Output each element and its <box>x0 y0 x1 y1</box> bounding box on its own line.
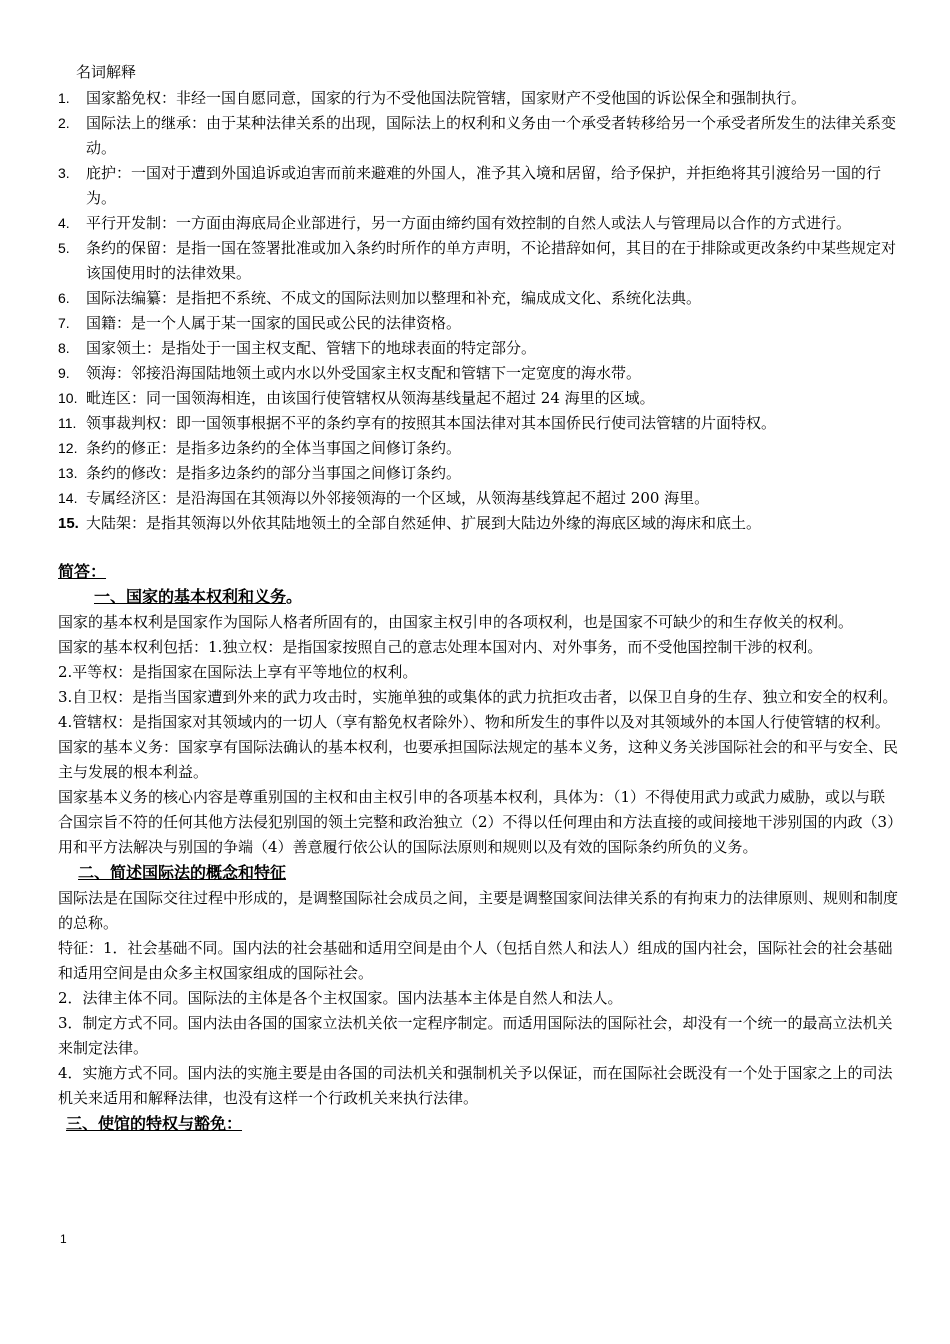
term-item <box>58 286 898 311</box>
term-text: 国籍：是一个人属于某一国家的国民或公民的法律资格。 <box>86 314 462 332</box>
term-number: 8. <box>58 340 70 356</box>
paragraph: 2．法律主体不同。国际法的主体是各个主权国家。国内法基本主体是自然人和法人。 <box>58 989 623 1007</box>
term-number: 14. <box>58 490 78 506</box>
section-heading-text: 二、简述国际法的概念和特征 <box>78 863 287 882</box>
term-number: 3. <box>58 165 70 181</box>
paragraph: 4．实施方式不同。国内法的实施主要是由各国的司法机关和强制机关予以保证，而在国际社会既没有一个处于国家之上的司法机关来适用和解释法律，也没有这样一个行政机关来执行法律。 <box>58 1064 893 1107</box>
paragraph: 3．制定方式不同。国内法由各国的国家立法机关依一定程序制定。而适用国际法的国际社会，却没有一个统一的最高立法机关来制定法律。 <box>58 1014 893 1057</box>
term-item <box>58 111 898 161</box>
term-text: 条约的修改：是指多边条约的部分当事国之间修订条约。 <box>86 464 462 482</box>
paragraph: 国家的基本义务：国家享有国际法确认的基本权利，也要承担国际法规定的基本义务，这种义务关涉国际社会的和平与安全、民主与发展的根本利益。 <box>58 738 899 781</box>
paragraph: 国际法是在国际交往过程中形成的，是调整国际社会成员之间，主要是调整国家间法律关系的有拘束力的法律原则、规则和制度的总称。 <box>58 889 899 932</box>
section-heading-2 <box>58 860 898 886</box>
paragraph: 2.平等权：是指国家在国际法上享有平等地位的权利。 <box>58 663 418 681</box>
term-number: 2. <box>58 115 70 131</box>
term-item <box>58 236 898 286</box>
term-number: 6. <box>58 290 70 306</box>
term-text: 国家领土：是指处于一国主权支配、管辖下的地球表面的特定部分。 <box>86 339 537 357</box>
section-title: 名词解释 <box>76 63 137 81</box>
short-answer-section <box>58 560 898 1137</box>
paragraph: 特征：1．社会基础不同。国内法的社会基础和适用空间是由个人（包括自然人和法人）组成的国内社会，国际社会的社会基础和适用空间是由众多主权国家组成的国际社会。 <box>58 939 893 982</box>
term-number: 11. <box>58 415 77 431</box>
section-heading-suffix: 。 <box>286 587 303 606</box>
term-number: 5. <box>58 240 70 256</box>
term-item <box>58 486 898 511</box>
page-number: 1 <box>60 1232 67 1246</box>
paragraph: 国家基本义务的核心内容是尊重别国的主权和由主权引申的各项基本权利，具体为：（1）不得使用武力或武力威胁，或以与联合国宗旨不符的任何其他方法侵犯别国的领土完整和政治独立（2）不得以任何理由和方法直接的或间接地干涉别国的内政（3）用和平方法解决与别国的争端（4）善意履行依公认的国际法原则和规则以及有效的国际条约所负的义务。 <box>58 788 895 856</box>
term-item <box>58 511 898 536</box>
section-heading-text: 三、使馆的特权与豁免： <box>66 1114 243 1133</box>
term-number: 7. <box>58 315 70 331</box>
term-number: 9. <box>58 365 70 381</box>
term-text: 平行开发制：一方面由海底局企业部进行，另一方面由缔约国有效控制的自然人或法人与管理局以合作的方式进行。 <box>86 214 852 232</box>
term-item <box>58 411 898 436</box>
term-item <box>58 461 898 486</box>
term-number: 10. <box>58 390 78 406</box>
term-item <box>58 211 898 236</box>
term-text: 领事裁判权：即一国领事根据不平的条约享有的按照其本国法律对其本国侨民行使司法管辖的片面特权。 <box>86 414 777 432</box>
term-number: 15. <box>58 515 79 532</box>
paragraph: 3.自卫权：是指当国家遭到外来的武力攻击时，实施单独的或集体的武力抗拒攻击者，以保卫自身的生存、独立和安全的权利。 <box>58 688 898 706</box>
term-number: 13. <box>58 465 78 481</box>
term-item <box>58 161 898 211</box>
term-item <box>58 336 898 361</box>
term-text: 条约的修正：是指多边条约的全体当事国之间修订条约。 <box>86 439 462 457</box>
section-heading-1 <box>58 584 898 610</box>
term-text: 大陆架：是指其领海以外依其陆地领土的全部自然延伸、扩展到大陆边外缘的海底区域的海床和底土。 <box>86 514 762 532</box>
term-text: 领海：邻接沿海国陆地领土或内水以外受国家主权支配和管辖下一定宽度的海水带。 <box>86 364 642 382</box>
term-item <box>58 311 898 336</box>
paragraph: 4.管辖权：是指国家对其领域内的一切人（享有豁免权者除外）、物和所发生的事件以及对其领域外的本国人行使管辖的权利。 <box>58 713 890 731</box>
term-item <box>58 86 898 111</box>
paragraph: 国家的基本权利是国家作为国际人格者所固有的，由国家主权引申的各项权利，也是国家不可缺少的和生存攸关的权利。 <box>58 613 854 631</box>
term-item <box>58 436 898 461</box>
term-text: 庇护：一国对于遭到外国追诉或迫害而前来避难的外国人，准予其入境和居留，给予保护，并拒绝将其引渡给另一国的行为。 <box>86 164 882 207</box>
term-number: 4. <box>58 215 70 231</box>
term-text: 国际法上的继承：由于某种法律关系的出现，国际法上的权利和义务由一个承受者转移给另一个承受者所发生的法律关系变动。 <box>86 114 897 157</box>
term-text: 条约的保留：是指一国在签署批准或加入条约时所作的单方声明，不论措辞如何，其目的在于排除或更改条约中某些规定对该国使用时的法律效果。 <box>86 239 897 282</box>
terms-list <box>58 86 898 536</box>
term-text: 国家豁免权：非经一国自愿同意，国家的行为不受他国法院管辖，国家财产不受他国的诉讼保全和强制执行。 <box>86 89 807 107</box>
section-heading-3 <box>58 1111 898 1137</box>
short-answer-title: 简答： <box>58 562 107 581</box>
term-item <box>58 361 898 386</box>
term-text: 毗连区：同一国领海相连，由该国行使管辖权从领海基线量起不超过 24 海里的区域。 <box>86 389 655 407</box>
paragraph: 国家的基本权利包括：1.独立权：是指国家按照自己的意志处理本国对内、对外事务，而不受他国控制干涉的权利。 <box>58 638 823 656</box>
section-heading-text: 一、国家的基本权利和义务 <box>94 587 287 606</box>
term-number: 12. <box>58 440 78 456</box>
term-text: 国际法编纂：是指把不系统、不成文的国际法则加以整理和补充，编成成文化、系统化法典。 <box>86 289 702 307</box>
term-number: 1. <box>58 90 70 106</box>
term-text: 专属经济区：是沿海国在其领海以外邻接领海的一个区域，从领海基线算起不超过 200 海里。 <box>86 489 710 507</box>
term-item <box>58 386 898 411</box>
